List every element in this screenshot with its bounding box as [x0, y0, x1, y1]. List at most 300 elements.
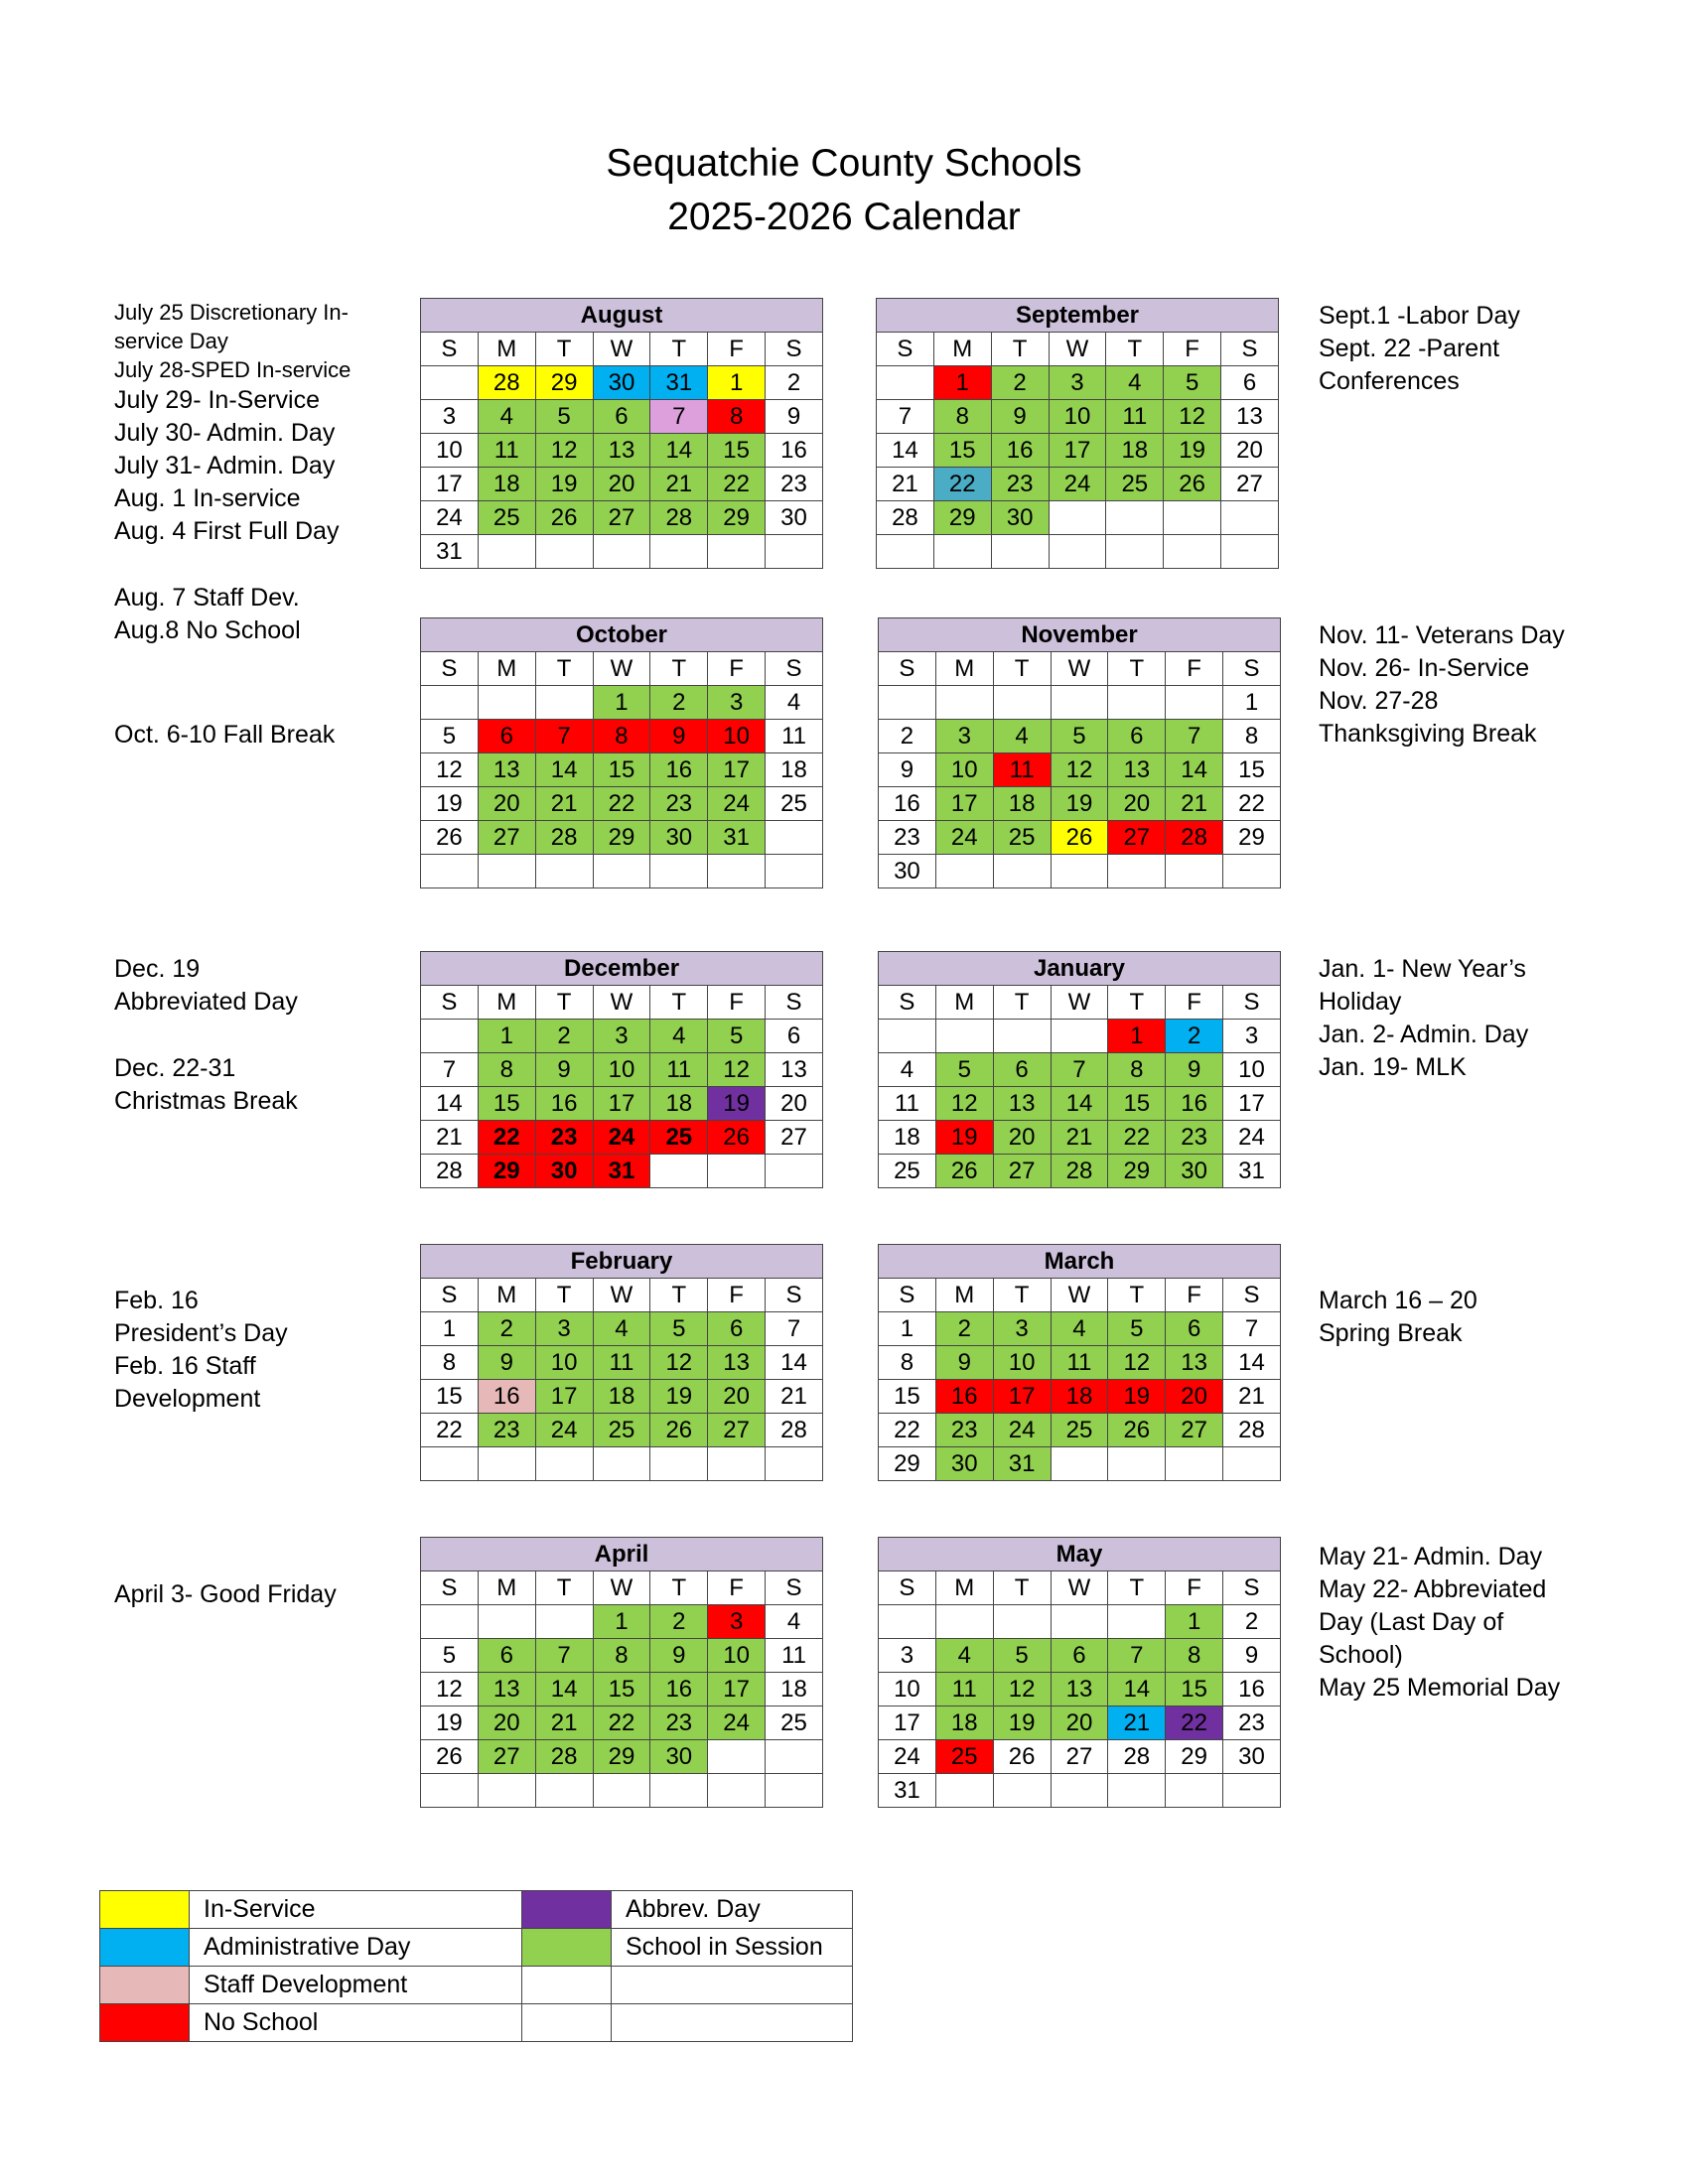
day-cell: 26 [535, 501, 593, 535]
day-cell: 9 [650, 720, 708, 753]
week-row [877, 434, 1279, 468]
day-cell: 5 [421, 720, 479, 753]
week-row [421, 1053, 823, 1087]
empty-cell [993, 1020, 1051, 1053]
empty-cell [535, 1774, 593, 1808]
weekday-header: F [1166, 1279, 1223, 1312]
day-cell: 11 [766, 720, 823, 753]
week-row [879, 1380, 1281, 1414]
day-cell: 11 [593, 1346, 650, 1380]
day-cell: 6 [478, 720, 535, 753]
weekday-header: M [935, 1279, 993, 1312]
weekday-header: F [1166, 986, 1223, 1020]
week-row [421, 1414, 823, 1447]
weekday-header: W [1051, 1571, 1108, 1605]
month-name: January [879, 952, 1281, 986]
empty-cell [1049, 535, 1106, 569]
month-november [878, 617, 1281, 888]
day-cell: 6 [593, 400, 650, 434]
day-cell: 27 [766, 1121, 823, 1155]
empty-cell [1051, 1605, 1108, 1639]
day-cell: 29 [879, 1447, 936, 1481]
day-cell: 4 [935, 1639, 993, 1673]
week-row [877, 366, 1279, 400]
note-line: May 21- Admin. Day [1319, 1543, 1543, 1570]
day-cell: 19 [421, 787, 479, 821]
week-row [879, 1087, 1281, 1121]
day-cell: 12 [708, 1053, 766, 1087]
weekday-header: W [593, 1279, 650, 1312]
empty-cell [478, 1605, 535, 1639]
day-cell: 22 [1108, 1121, 1166, 1155]
day-cell: 13 [478, 1673, 535, 1706]
empty-cell [708, 1447, 766, 1481]
day-cell: 23 [650, 1706, 708, 1740]
week-row [421, 1020, 823, 1053]
day-cell: 29 [1223, 821, 1281, 855]
day-cell: 7 [1108, 1639, 1166, 1673]
empty-cell [766, 1774, 823, 1808]
note-line: May 22- Abbreviated [1319, 1575, 1547, 1603]
day-cell: 19 [421, 1706, 479, 1740]
week-row [879, 1639, 1281, 1673]
day-cell: 31 [421, 535, 479, 569]
day-cell: 9 [535, 1053, 593, 1087]
note-line: May 25 Memorial Day [1319, 1674, 1561, 1702]
day-cell: 21 [535, 787, 593, 821]
empty-cell [421, 1447, 479, 1481]
note-line: Aug.8 No School [114, 616, 301, 644]
week-row [879, 1121, 1281, 1155]
day-cell: 18 [1051, 1380, 1108, 1414]
day-cell: 7 [1223, 1312, 1281, 1346]
day-cell: 21 [1166, 787, 1223, 821]
weekday-header: S [766, 652, 823, 686]
day-cell: 7 [766, 1312, 823, 1346]
note-line: April 3- Good Friday [114, 1580, 337, 1608]
day-cell: 3 [935, 720, 993, 753]
month-name: November [879, 618, 1281, 652]
week-row [879, 1053, 1281, 1087]
week-row [879, 1312, 1281, 1346]
day-cell: 4 [593, 1312, 650, 1346]
week-row [421, 855, 823, 888]
day-cell: 6 [1108, 720, 1166, 753]
day-cell: 12 [421, 1673, 479, 1706]
day-cell: 23 [1223, 1706, 1281, 1740]
note-line: Sept. 22 -Parent [1319, 335, 1500, 362]
day-cell: 4 [478, 400, 535, 434]
empty-cell [593, 1447, 650, 1481]
week-row [421, 787, 823, 821]
weekday-header: T [650, 986, 708, 1020]
day-cell: 29 [933, 501, 991, 535]
weekday-header: T [535, 652, 593, 686]
day-cell: 28 [478, 366, 535, 400]
legend-label: Staff Development [190, 1967, 522, 2004]
day-cell: 8 [708, 400, 766, 434]
day-cell: 15 [421, 1380, 479, 1414]
month-october [420, 617, 823, 888]
day-cell: 1 [933, 366, 991, 400]
empty-cell [935, 686, 993, 720]
weekday-header: T [535, 1571, 593, 1605]
week-row [879, 1447, 1281, 1481]
day-cell: 26 [1108, 1414, 1166, 1447]
day-cell: 31 [708, 821, 766, 855]
note-line: Aug. 7 Staff Dev. [114, 584, 300, 612]
week-row [879, 686, 1281, 720]
day-cell: 13 [766, 1053, 823, 1087]
day-cell: 1 [1108, 1020, 1166, 1053]
day-cell: 25 [935, 1740, 993, 1774]
weekday-header: W [1051, 1279, 1108, 1312]
week-row [879, 1605, 1281, 1639]
day-cell: 12 [535, 434, 593, 468]
day-cell: 2 [1166, 1020, 1223, 1053]
weekday-header: M [935, 986, 993, 1020]
weekday-header: M [933, 333, 991, 366]
notes-apr [114, 1578, 337, 1611]
day-cell: 20 [766, 1087, 823, 1121]
day-cell: 27 [708, 1414, 766, 1447]
day-cell: 8 [478, 1053, 535, 1087]
day-cell: 13 [478, 753, 535, 787]
day-cell: 18 [935, 1706, 993, 1740]
day-cell: 1 [1166, 1605, 1223, 1639]
day-cell: 16 [879, 787, 936, 821]
empty-cell [535, 855, 593, 888]
day-cell: 20 [593, 468, 650, 501]
day-cell: 5 [535, 400, 593, 434]
week-row [879, 787, 1281, 821]
week-row [421, 1740, 823, 1774]
day-cell: 17 [993, 1380, 1051, 1414]
notes-may [1319, 1541, 1560, 1705]
empty-cell [766, 855, 823, 888]
week-row [421, 1121, 823, 1155]
day-cell: 2 [650, 1605, 708, 1639]
day-cell: 10 [708, 1639, 766, 1673]
day-cell: 6 [1051, 1639, 1108, 1673]
weekday-header: S [877, 333, 934, 366]
day-cell: 29 [708, 501, 766, 535]
day-cell: 20 [1221, 434, 1279, 468]
day-cell: 1 [1223, 686, 1281, 720]
day-cell: 29 [1108, 1155, 1166, 1188]
day-cell: 29 [593, 1740, 650, 1774]
empty-cell [1051, 1020, 1108, 1053]
empty-cell [650, 855, 708, 888]
day-cell: 23 [766, 468, 823, 501]
day-cell: 13 [593, 434, 650, 468]
day-cell: 9 [1166, 1053, 1223, 1087]
week-row [879, 1774, 1281, 1808]
week-row [421, 434, 823, 468]
empty-cell [1108, 1774, 1166, 1808]
day-cell: 6 [993, 1053, 1051, 1087]
day-cell: 26 [421, 821, 479, 855]
day-cell: 21 [535, 1706, 593, 1740]
empty-cell [650, 1774, 708, 1808]
weekday-header: W [593, 333, 650, 366]
day-cell: 9 [879, 753, 936, 787]
empty-cell [1051, 855, 1108, 888]
day-cell: 28 [1223, 1414, 1281, 1447]
empty-cell [1223, 1447, 1281, 1481]
weekday-header: S [766, 986, 823, 1020]
day-cell: 16 [1166, 1087, 1223, 1121]
day-cell: 19 [993, 1706, 1051, 1740]
week-row [421, 400, 823, 434]
empty-cell [877, 535, 934, 569]
day-cell: 5 [1164, 366, 1221, 400]
day-cell: 24 [535, 1414, 593, 1447]
week-row [421, 753, 823, 787]
day-cell: 11 [478, 434, 535, 468]
day-cell: 12 [650, 1346, 708, 1380]
legend-label: Abbrev. Day [612, 1891, 853, 1929]
day-cell: 27 [593, 501, 650, 535]
empty-cell [766, 1155, 823, 1188]
week-row [421, 1605, 823, 1639]
empty-cell [1223, 1774, 1281, 1808]
empty-cell [478, 855, 535, 888]
day-cell: 3 [708, 686, 766, 720]
weekday-header: F [708, 333, 766, 366]
day-cell: 30 [1166, 1155, 1223, 1188]
day-cell: 13 [1051, 1673, 1108, 1706]
weekday-header: M [478, 986, 535, 1020]
day-cell: 24 [708, 1706, 766, 1740]
month-name: December [421, 952, 823, 986]
week-row [421, 501, 823, 535]
empty-cell [1164, 535, 1221, 569]
week-row [421, 1706, 823, 1740]
week-row [421, 1346, 823, 1380]
day-cell: 9 [935, 1346, 993, 1380]
empty-cell [708, 535, 766, 569]
week-row [421, 1673, 823, 1706]
week-row [421, 1447, 823, 1481]
empty-cell [1051, 1774, 1108, 1808]
legend-label: In-Service [190, 1891, 522, 1929]
day-cell: 17 [1049, 434, 1106, 468]
day-cell: 26 [935, 1155, 993, 1188]
empty-cell [421, 1020, 479, 1053]
day-cell: 7 [1051, 1053, 1108, 1087]
week-row [879, 720, 1281, 753]
empty-cell [1051, 686, 1108, 720]
day-cell: 30 [1223, 1740, 1281, 1774]
day-cell: 14 [766, 1346, 823, 1380]
empty-cell [708, 855, 766, 888]
day-cell: 15 [478, 1087, 535, 1121]
day-cell: 10 [1223, 1053, 1281, 1087]
day-cell: 14 [1166, 753, 1223, 787]
day-cell: 28 [1166, 821, 1223, 855]
day-cell: 10 [935, 753, 993, 787]
month-april [420, 1537, 823, 1808]
day-cell: 5 [935, 1053, 993, 1087]
day-cell: 22 [1166, 1706, 1223, 1740]
empty-cell [478, 1447, 535, 1481]
day-cell: 11 [993, 753, 1051, 787]
day-cell: 2 [766, 366, 823, 400]
week-row [879, 855, 1281, 888]
legend-swatch [100, 2004, 190, 2042]
day-cell: 24 [1049, 468, 1106, 501]
weekday-header: W [1049, 333, 1106, 366]
note-line: Oct. 6-10 Fall Break [114, 721, 336, 749]
weekday-header: T [535, 333, 593, 366]
empty-cell [1051, 1447, 1108, 1481]
weekday-header: W [593, 986, 650, 1020]
day-cell: 9 [1223, 1639, 1281, 1673]
day-cell: 25 [593, 1414, 650, 1447]
day-cell: 5 [421, 1639, 479, 1673]
day-cell: 9 [991, 400, 1049, 434]
empty-cell [879, 1020, 936, 1053]
note-line: Development [114, 1385, 261, 1413]
day-cell: 20 [1051, 1706, 1108, 1740]
empty-cell [1108, 1447, 1166, 1481]
month-march [878, 1244, 1281, 1481]
note-line: Conferences [1319, 367, 1460, 395]
day-cell: 30 [766, 501, 823, 535]
day-cell: 1 [593, 1605, 650, 1639]
week-row [879, 753, 1281, 787]
day-cell: 10 [535, 1346, 593, 1380]
note-line: March 16 – 20 [1319, 1287, 1477, 1314]
weekday-header: S [421, 986, 479, 1020]
day-cell: 30 [879, 855, 936, 888]
day-cell: 26 [993, 1740, 1051, 1774]
week-row [421, 468, 823, 501]
week-row [421, 535, 823, 569]
day-cell: 28 [421, 1155, 479, 1188]
weekday-header: T [1108, 1571, 1166, 1605]
day-cell: 26 [1164, 468, 1221, 501]
day-cell: 28 [1051, 1155, 1108, 1188]
empty-cell [935, 1605, 993, 1639]
legend-label [612, 1967, 853, 2004]
legend-swatch [522, 1967, 612, 2004]
empty-cell [993, 855, 1051, 888]
day-cell: 4 [650, 1020, 708, 1053]
day-cell: 22 [478, 1121, 535, 1155]
empty-cell [478, 535, 535, 569]
day-cell: 20 [1108, 787, 1166, 821]
note-line: Dec. 19 [114, 955, 201, 983]
note-line: Nov. 27-28 [1319, 687, 1439, 715]
weekday-header: T [1108, 1279, 1166, 1312]
note-line: Jan. 1- New Year’s [1319, 955, 1526, 983]
empty-cell [650, 1447, 708, 1481]
day-cell: 15 [1108, 1087, 1166, 1121]
day-cell: 4 [766, 1605, 823, 1639]
day-cell: 10 [993, 1346, 1051, 1380]
day-cell: 19 [535, 468, 593, 501]
day-cell: 30 [650, 1740, 708, 1774]
day-cell: 31 [1223, 1155, 1281, 1188]
empty-cell [879, 1605, 936, 1639]
weekday-header: S [879, 652, 936, 686]
weekday-header: S [421, 652, 479, 686]
day-cell: 22 [879, 1414, 936, 1447]
day-cell: 8 [593, 720, 650, 753]
day-cell: 15 [593, 753, 650, 787]
day-cell: 30 [650, 821, 708, 855]
day-cell: 27 [478, 821, 535, 855]
day-cell: 2 [991, 366, 1049, 400]
day-cell: 21 [877, 468, 934, 501]
day-cell: 1 [421, 1312, 479, 1346]
empty-cell [1166, 1774, 1223, 1808]
day-cell: 2 [650, 686, 708, 720]
day-cell: 3 [708, 1605, 766, 1639]
note-line: Nov. 11- Veterans Day [1319, 621, 1565, 649]
notes-sep [1319, 300, 1520, 398]
empty-cell [421, 1605, 479, 1639]
note-line: Jan. 2- Admin. Day [1319, 1021, 1529, 1048]
day-cell: 16 [650, 1673, 708, 1706]
day-cell: 17 [1223, 1087, 1281, 1121]
day-cell: 20 [993, 1121, 1051, 1155]
day-cell: 13 [1166, 1346, 1223, 1380]
day-cell: 25 [879, 1155, 936, 1188]
legend-swatch [522, 2004, 612, 2042]
notes-dec-2 [114, 1052, 298, 1118]
empty-cell [593, 1774, 650, 1808]
day-cell: 15 [1166, 1673, 1223, 1706]
day-cell: 18 [650, 1087, 708, 1121]
day-cell: 26 [708, 1121, 766, 1155]
week-row [879, 1740, 1281, 1774]
day-cell: 19 [935, 1121, 993, 1155]
day-cell: 16 [535, 1087, 593, 1121]
note-line: Feb. 16 [114, 1287, 199, 1314]
day-cell: 1 [593, 686, 650, 720]
day-cell: 8 [879, 1346, 936, 1380]
weekday-header: T [1106, 333, 1164, 366]
weekday-header: M [478, 652, 535, 686]
weekday-header: S [766, 1571, 823, 1605]
day-cell: 4 [1051, 1312, 1108, 1346]
day-cell: 28 [1108, 1740, 1166, 1774]
day-cell: 20 [1166, 1380, 1223, 1414]
day-cell: 9 [478, 1346, 535, 1380]
day-cell: 24 [993, 1414, 1051, 1447]
day-cell: 1 [478, 1020, 535, 1053]
notes-dec-1 [114, 953, 298, 1019]
day-cell: 18 [879, 1121, 936, 1155]
legend-label: Administrative Day [190, 1929, 522, 1967]
day-cell: 9 [766, 400, 823, 434]
month-january [878, 951, 1281, 1188]
day-cell: 5 [1051, 720, 1108, 753]
weekday-header: F [1166, 652, 1223, 686]
week-row [879, 1020, 1281, 1053]
weekday-header: S [421, 333, 479, 366]
month-february [420, 1244, 823, 1481]
weekday-header: S [421, 1279, 479, 1312]
month-september [876, 298, 1279, 569]
day-cell: 13 [1108, 753, 1166, 787]
weekday-header: F [708, 652, 766, 686]
weekday-header: T [650, 1571, 708, 1605]
legend-swatch [100, 1967, 190, 2004]
